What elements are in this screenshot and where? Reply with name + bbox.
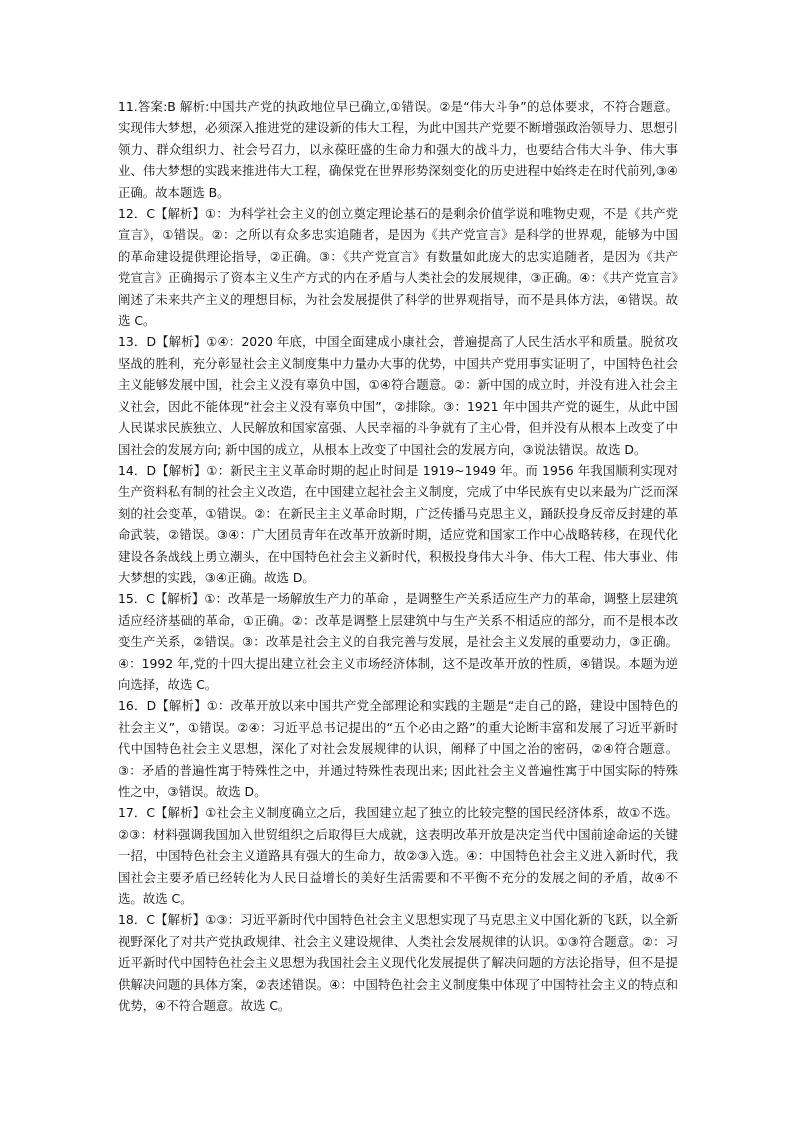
answer-item-17: 17．C【解析】①社会主义制度确立之后，我国建立起了独立的比较完整的国民经济体系，故①不选。②③：材料强调我国加入世贸组织之后取得巨大成就，这表明改革开放是决定当代中国前途命运的关键一招，中国特色社会主义道路具有强大的生命力，故②③入选。④：中国特色社会主义进入新时代，我国社会主要矛盾已经转化为人民日益增长的美好生活需要和不平衡不充分的发展之间的矛盾，故④不选。故选 C。 xyxy=(118,805,678,907)
answer-item-11: 11.答案:B 解析:中国共产党的执政地位早已确立,①错误。②是“伟大斗争”的总体要求，不符合题意。实现伟大梦想，必须深入推进党的建设新的伟大工程，为此中国共产党要不断增强政治领导力、思想引领力、群众组织力、社会号召力，以永葆旺盛的生命力和强大的战斗力，也要结合伟大斗争、伟大事业、伟大梦想的实践来推进伟大工程，确保党在世界形势深刻变化的历史进程中始终走在时代前列,③④正确。故本题选 B。 xyxy=(118,99,678,200)
answer-item-12: 12．C【解析】①：为科学社会主义的创立奠定理论基石的是剩余价值学说和唯物史观，不是《共产党宣言》，①错误。②：之所以有众多忠实追随者，是因为《共产党宣言》是科学的世界观，能够为中国的革命建设提供理论指导，②正确。③：《共产党宣言》有数量如此庞大的忠实追随者，是因为《共产党宣言》正确揭示了资本主义生产方式的内在矛盾与人类社会的发展规律，③正确。④：《共产党宣言》阐述了未来共产主义的理想目标，为社会发展提供了科学的世界观指导，而不是具体方法，④错误。故选 C。 xyxy=(118,206,678,329)
answer-item-14: 14．D【解析】①：新民主主义革命时期的起止时间是 1919~1949 年。而 1956 年我国顺利实现对生产资料私有制的社会主义改造，在中国建立起社会主义制度，完成了中华民族有史以来最为广泛而深刻的社会变革，①错误。②：在新民主主义革命时期，广泛传播马克思主义，踊跃投身反帝反封建的革命武装，②错误。③④：广大团员青年在改革开放新时期，适应党和国家工作中心战略转移，在现代化建设各条战线上勇立潮头，在中国特色社会主义新时代，积极投身伟大斗争、伟大工程、伟大事业、伟大梦想的实践，③④正确。故选 D。 xyxy=(118,462,678,585)
answer-item-13: 13．D【解析】①④：2020 年底，中国全面建成小康社会，普遍提高了人民生活水平和质量。脱贫攻坚战的胜利，充分彰显社会主义制度集中力量办大事的优势，中国共产党用事实证明了，中国特色社会主义能够发展中国，社会主义没有辜负中国，①④符合题意。②：新中国的成立时，并没有进入社会主义社会，因此不能体现“社会主义没有辜负中国”，②排除。③：1921 年中国共产党的诞生，从此中国人民谋求民族独立、人民解放和国家富强、人民幸福的斗争就有了主心骨，但并没有从根本上改变了中国社会的发展方向; 新中国的成立，从根本上改变了中国社会的发展方向，③说法错误。故选 D。 xyxy=(118,334,678,457)
answer-item-16: 16．D【解析】①：改革开放以来中国共产党全部理论和实践的主题是“走自己的路，建设中国特色的社会主义”，①错误。②④：习近平总书记提出的“五个必由之路”的重大论断丰富和发展了习近平新时代中国特色社会主义思想，深化了对社会发展规律的认识，阐释了中国之治的密码，②④符合题意。③：矛盾的普遍性寓于特殊性之中，并通过特殊性表现出来; 因此社会主义普遍性寓于中国实际的特殊性之中，③错误。故选 D。 xyxy=(118,698,678,799)
answer-explanations xyxy=(118,96,678,1016)
answer-item-18: 18．C【解析】①③：习近平新时代中国特色社会主义思想实现了马克思主义中国化新的飞跃，以全新视野深化了对共产党执政规律、社会主义建设规律、人类社会发展规律的认识。①③符合题意。②：习近平新时代中国特色社会主义思想为我国社会主义现代化发展提供了解决问题的方法论指导，但不是提供解决问题的具体方案，②表述错误。④：中国特色社会主义制度集中体现了中国特社会主义的特点和优势，④不符合题意。故选 C。 xyxy=(118,912,678,1014)
answer-item-15: 15．C【解析】①：改革是一场解放生产力的革命 ，是调整生产关系适应生产力的革命，调整上层建筑适应经济基础的革命，①正确。②：改革是调整上层建筑中与生产关系不相适应的部分，而不是根本改变生产关系，②错误。③：改革是社会主义的自我完善与发展，是社会主义发展的重要动力，③正确。④：1992 年,党的十四大提出建立社会主义市场经济体制，这不是改革开放的性质，④错误。本题为逆向选择，故选 C。 xyxy=(118,591,678,692)
